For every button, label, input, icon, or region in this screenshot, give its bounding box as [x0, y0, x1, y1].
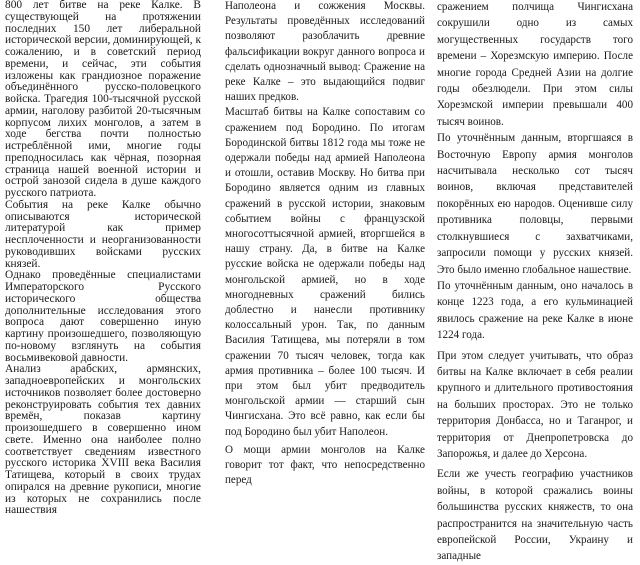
paragraph: Анализ арабских, армянских, западноевропейских и монгольских источников позволяет более достоверно реконструировать события тех давних времён, показав картину произошедшего в совершенно ином свете. Именно она наиболее полно соответствует сведениям известного русского историка XVIII века Василия Татищева, который в своих трудах опирался на древние рукописи, многие из которых не сохранились после нашествия	[5, 363, 201, 517]
paragraph: Если же учесть географию участников войны, в которой сражались воины большинства русских княжеств, то она распространится на значительную часть европейской России, Украину и западные	[437, 468, 633, 563]
paragraph: Наполеона и сожжения Москвы. Результаты проведённых исследований позволяют разоблачить древние фальсификации вокруг данного вопроса и сделать однозначный вывод: Сражение на реке Калке – это выдающийся подвиг наших предков.	[225, 0, 425, 104]
paragraph: Однако проведённые специалистами Императорского Русского исторического общества дополнительные исследования этого вопроса дают совершенно иную картину произошедшего, позволяющую по-новому взглянуть на события восьмивековой давности.	[5, 269, 201, 364]
paragraph: Масштаб битвы на Калке сопоставим со сражением под Бородино. По итогам Бородинской битвы 1812 года мы тоже не одержали победы над армией Наполеона и отошли, оставив Москву. Но битва при Бородино является одним из главных сражений в русской истории, знаковым событием войны с французской многосоттысячной армией, вторгшейся в нашу страну. Да, в битве на Калке русские войска не одержали победы над монгольской армией, но в ходе многодневных сражений бились доблестно и нанесли противнику колоссальный урон. Так, по данным Василия Татищева, мы потеряли в том сражении 70 тысяч человек, тогда как армия противника – более 100 тысяч. И при этом был убит предводитель монгольской армии — старший сын Чингисхана. Это всё равно, как если бы под Бородино был убит Наполеон.	[225, 106, 425, 438]
text-column-2	[225, 0, 425, 489]
paragraph: 800 лет битве на реке Калке. В существующей на протяжении последних 150 лет либеральной исторической версии, доминирующей, к сожалению, и в советский период времени, и сейчас, эти события изложены как грандиозное поражение объединённого русско-половецкого войска. Трагедия 100-тысячной русской армии, наголову разбитой 20-тысячным корпусом лихих монголов, а затем в ходе бегства почти полностью истреблённой ими, многие годы преподносилась как чёрная, позорная страница нашей военной истории и острой занозой сидела в душе каждого русского патриота.	[5, 0, 201, 199]
paragraph: При этом следует учитывать, что образ битвы на Калке включает в себя реалии крупного и длительного противостояния на больших просторах. Это не только территория Донбасса, но и Таганрог, и территория от Днепропетровска до Запорожья, и далее до Херсона.	[437, 349, 633, 460]
paragraph: События на реке Калке обычно описываются исторической литературой как пример несплоченности и неорганизованности руководивших войсками русских князей.	[5, 198, 201, 270]
paragraph: сражением полчища Чингисхана сокрушили одно из самых могущественных государств того времени – Хорезмскую империю. После многие города Средней Азии на долгие годы обезлюдели. При этом силы Хорезмской империи превышали 400 тысяч воинов.	[437, 1, 633, 128]
paragraph: По уточнённым данным, вторгшаяся в Восточную Европу армия монголов насчитывала несколько сот тысяч воинов, включая представителей покорённых ею народов. Оценивше силу противника половцы, первыми столкнувшиеся с захватчиками, запросили помощи у русских князей. Это было именно глобальное нашествие.	[437, 132, 633, 276]
text-column-1	[5, 0, 201, 517]
paragraph: О мощи армии монголов на Калке говорит тот факт, что непосредственно перед	[225, 443, 425, 487]
paragraph: По уточнённым данным, оно началось в конце 1223 года, а его кульминацией явилось сражение на реке Калке в июне 1224 года.	[437, 279, 633, 342]
text-column-3	[437, 0, 633, 565]
